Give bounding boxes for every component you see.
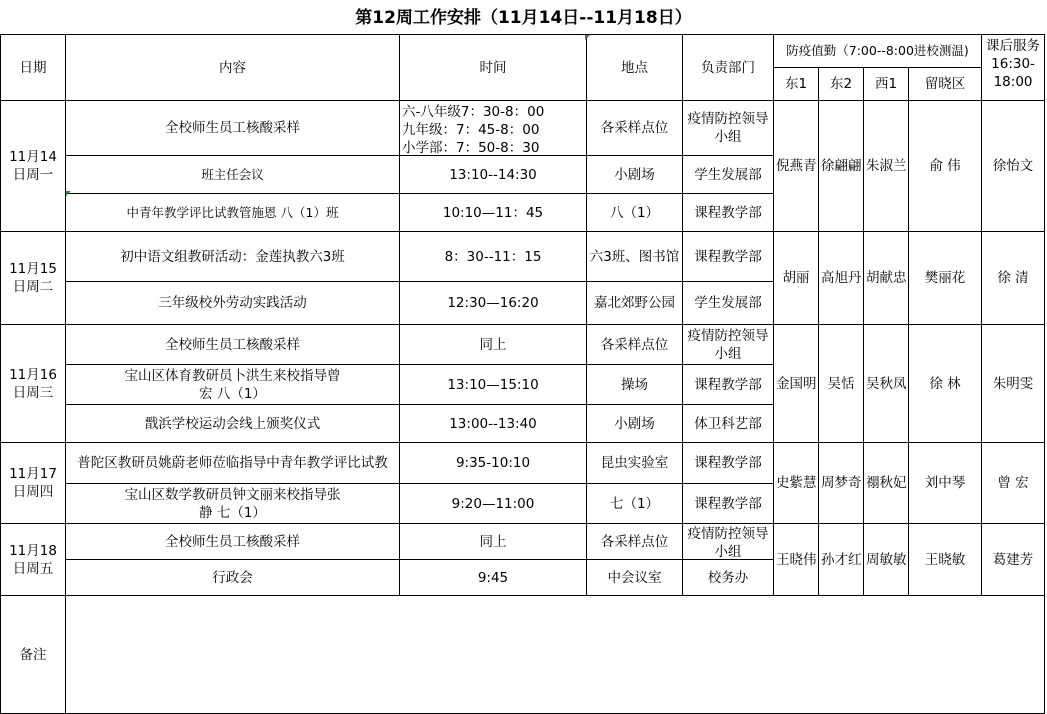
after-school-cell: 葛建芳	[982, 524, 1045, 596]
place-cell: 中会议室	[587, 560, 683, 596]
duty-cell: 周敏敏	[864, 524, 909, 596]
duty-cell: 高旭丹	[819, 232, 864, 325]
time-cell: 9:35-10:10	[400, 443, 587, 484]
dept-cell	[683, 524, 774, 560]
dept-cell-text: 疫情防控领导小组	[687, 327, 769, 362]
duty-cell: 徐翩翩	[819, 101, 864, 232]
content-cell: 全校师生员工核酸采样	[66, 101, 400, 156]
time-cell: 12:30—16:20	[400, 282, 587, 325]
duty-cell: 胡丽	[774, 232, 819, 325]
place-cell: 六3班、图书馆	[587, 232, 683, 282]
after-school-cell: 徐怡文	[982, 101, 1045, 232]
content-cell: 三年级校外劳动实践活动	[66, 282, 400, 325]
duty-cell: 王晓伟	[774, 524, 819, 596]
dept-cell: 课程教学部	[683, 365, 774, 405]
content-cell: 中青年教学评比试教管施恩 八（1）班	[66, 194, 400, 232]
place-cell: 各采样点位	[587, 325, 683, 365]
time-cell: 9:20—11:00	[400, 484, 587, 524]
header-duty-west1: 西1	[864, 68, 909, 101]
header-duty: 防疫值勤（7:00--8:00进校测温)	[774, 35, 982, 68]
duty-cell: 俞 伟	[909, 101, 982, 232]
dept-cell: 疫情防控领导小组	[683, 101, 774, 156]
place-cell: 小剧场	[587, 405, 683, 443]
cell-marker-icon	[585, 35, 590, 40]
header-duty-east2: 东2	[819, 68, 864, 101]
header-time: 时间	[400, 35, 587, 101]
duty-cell: 禤秋妃	[864, 443, 909, 524]
place-cell: 各采样点位	[587, 101, 683, 156]
content-cell: 普陀区教研员姚蔚老师莅临指导中青年教学评比试教	[66, 443, 400, 484]
time-cell: 8：30--11：15	[400, 232, 587, 282]
page-title: 第12周工作安排（11月14日--11月18日）	[355, 8, 692, 28]
table-row	[1, 325, 1045, 365]
duty-cell: 史紫慧	[774, 443, 819, 524]
time-line: 九年级：7：45-8：00	[402, 122, 540, 138]
duty-cell: 朱淑兰	[864, 101, 909, 232]
duty-cell: 徐 林	[909, 325, 982, 443]
header-duty-liuxiao: 留晓区	[909, 68, 982, 101]
content-cell: 行政会	[66, 560, 400, 596]
dept-cell-text: 疫情防控领导小组	[687, 526, 769, 558]
after-school-cell: 曾 宏	[982, 443, 1045, 524]
dept-cell	[683, 325, 774, 365]
time-cell: 13:10--14:30	[400, 156, 587, 194]
header-after-school-text: 课后服务16:30-18:00	[986, 38, 1041, 90]
place-cell: 八（1）	[587, 194, 683, 232]
duty-cell: 孙才红	[819, 524, 864, 596]
dept-cell: 课程教学部	[683, 484, 774, 524]
time-cell: 同上	[400, 325, 587, 365]
duty-cell: 吴秋凤	[864, 325, 909, 443]
schedule-table	[0, 34, 1045, 714]
place-cell: 昆虫实验室	[587, 443, 683, 484]
time-cell: 13:10—15:10	[400, 365, 587, 405]
place-cell: 操场	[587, 365, 683, 405]
content-cell: 戬浜学校运动会线上颁奖仪式	[66, 405, 400, 443]
time-cell: 同上	[400, 524, 587, 560]
dept-cell: 校务办	[683, 560, 774, 596]
cell-marker-icon	[66, 191, 71, 196]
content-cell: 宝山区体育教研员卜洪生来校指导曾宏 八（1）	[66, 365, 400, 405]
time-line: 小学部：7：50-8：30	[402, 140, 540, 155]
duty-cell: 周梦奇	[819, 443, 864, 524]
duty-cell: 金国明	[774, 325, 819, 443]
header-date: 日期	[1, 35, 66, 101]
dept-cell: 学生发展部	[683, 156, 774, 194]
table-row	[1, 101, 1045, 156]
content-cell: 班主任会议	[66, 156, 400, 194]
table-row	[1, 443, 1045, 484]
dept-cell: 课程教学部	[683, 232, 774, 282]
place-cell: 小剧场	[587, 156, 683, 194]
table-row	[1, 524, 1045, 560]
content-cell: 宝山区数学教研员钟文丽来校指导张静 七（1）	[66, 484, 400, 524]
place-cell: 各采样点位	[587, 524, 683, 560]
after-school-cell: 徐 清	[982, 232, 1045, 325]
remarks-row	[1, 596, 1045, 714]
dept-cell: 学生发展部	[683, 282, 774, 325]
dept-cell: 体卫科艺部	[683, 405, 774, 443]
dept-cell: 课程教学部	[683, 194, 774, 232]
day-date-cell: 11月15日周二	[1, 232, 66, 325]
remarks-content	[66, 596, 1045, 714]
header-duty-east1: 东1	[774, 68, 819, 101]
duty-cell: 胡献忠	[864, 232, 909, 325]
header-place: 地点	[587, 35, 683, 101]
duty-cell: 樊丽花	[909, 232, 982, 325]
time-line: 六-八年级7：30-8：00	[402, 104, 545, 120]
day-date-cell: 11月17日周四	[1, 443, 66, 524]
day-date-cell: 11月14日周一	[1, 101, 66, 232]
after-school-cell: 朱明雯	[982, 325, 1045, 443]
header-content: 内容	[66, 35, 400, 101]
dept-cell: 课程教学部	[683, 443, 774, 484]
header-dept: 负责部门	[683, 35, 774, 101]
time-cell: 13:00--13:40	[400, 405, 587, 443]
time-cell: 9:45	[400, 560, 587, 596]
day-date-cell: 11月18日周五	[1, 524, 66, 596]
duty-cell: 刘中琴	[909, 443, 982, 524]
day-date-cell: 11月16日周三	[1, 325, 66, 443]
duty-cell: 王晓敏	[909, 524, 982, 596]
time-cell: 10:10—11：45	[400, 194, 587, 232]
remarks-label: 备注	[1, 596, 66, 714]
content-cell: 全校师生员工核酸采样	[66, 325, 400, 365]
duty-cell: 吴恬	[819, 325, 864, 443]
table-row	[1, 232, 1045, 282]
header-row	[1, 35, 1045, 68]
duty-cell: 倪燕青	[774, 101, 819, 232]
time-cell	[400, 101, 587, 156]
place-cell: 七（1）	[587, 484, 683, 524]
content-cell: 初中语文组教研活动：金莲执教六3班	[66, 232, 400, 282]
place-cell: 嘉北郊野公园	[587, 282, 683, 325]
header-after-school	[982, 35, 1045, 101]
content-cell: 全校师生员工核酸采样	[66, 524, 400, 560]
